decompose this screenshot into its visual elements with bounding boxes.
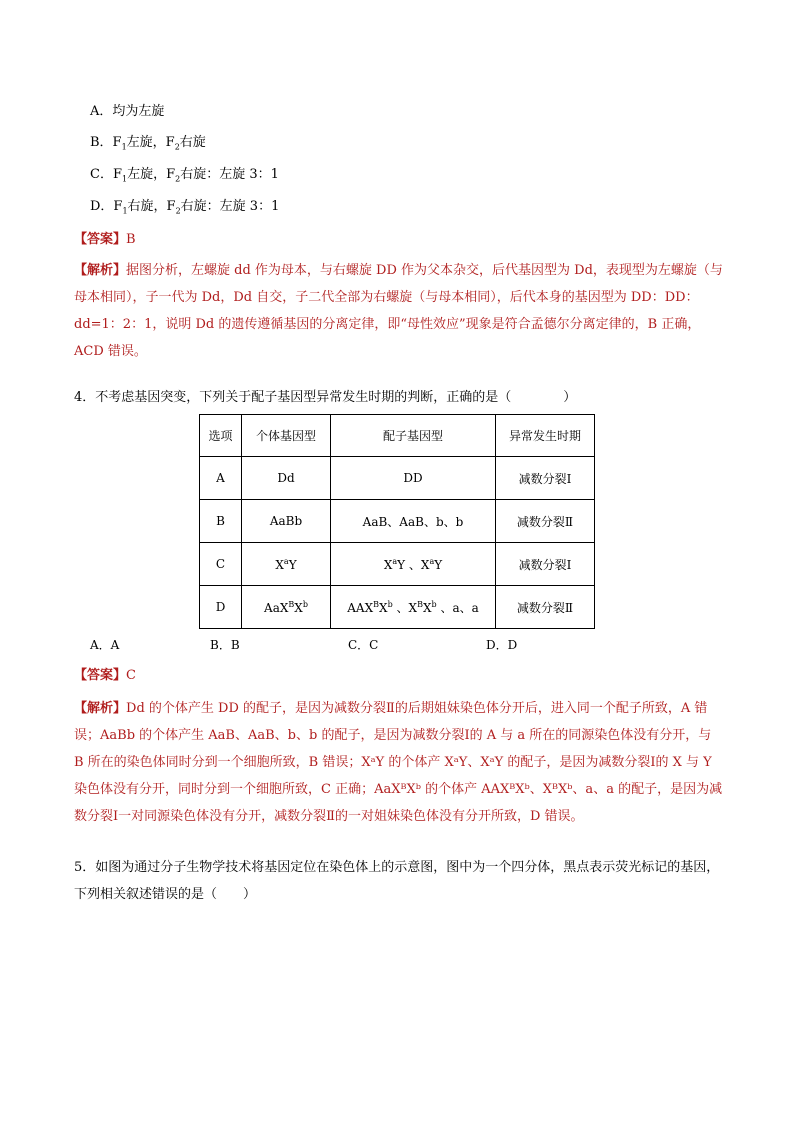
row-option: A <box>200 457 242 500</box>
row-period: 减数分裂Ⅰ <box>496 457 595 500</box>
row-option: D <box>200 586 242 629</box>
q4-choice-b: B．B <box>210 638 240 652</box>
genotype-table <box>199 414 595 629</box>
row-individual: Dd <box>242 457 331 500</box>
header-individual: 个体基因型 <box>242 415 331 457</box>
row-gamete: $AAX^BX^b$ 、$X^BX^b$ 、a、a <box>331 586 496 629</box>
header-option: 选项 <box>200 415 242 457</box>
q3-answer: 【答案】B <box>74 232 136 247</box>
q5-stem: 5．如图为通过分子生物学技术将基因定位在染色体上的示意图，图中为一个四分体，黑点表示荧光标记的基因，下列相关叙述错误的是（ ） <box>74 860 720 902</box>
row-option: B <box>200 500 242 543</box>
table-row <box>200 586 595 629</box>
row-period: 减数分裂Ⅱ <box>496 586 595 629</box>
q4-choice-d: D．D <box>486 638 518 652</box>
table-row <box>200 543 595 586</box>
row-gamete: AaB、AaB、b、b <box>331 500 496 543</box>
header-period: 异常发生时期 <box>496 415 595 457</box>
table-row <box>200 500 595 543</box>
row-individual: $X^aY$ <box>242 543 331 586</box>
table-row <box>200 457 595 500</box>
row-period: 减数分裂Ⅰ <box>496 543 595 586</box>
q3-analysis: 【解析】据图分析，左螺旋 dd 作为母本，与右螺旋 DD 作为父本杂交，后代基因型为 Dd，表现型为左螺旋（与母本相同），子一代为 Dd，Dd 自交，子二代全部为右螺旋（与母本相同），后代本身的基因型为 DD：DD：dd=1：2：1，说明 Dd 的遗传遵循基因的分离定律，即“母性效应”现象是符合孟德尔分离定律的，B 正确，ACD 错误。 <box>74 263 723 359</box>
row-individual: AaBb <box>242 500 331 543</box>
q3-option-c: C．$F_1$左旋，$F_2$右旋：左旋 3：1 <box>90 167 279 184</box>
row-gamete: DD <box>331 457 496 500</box>
row-gamete: $X^aY$ 、$X^aY$ <box>331 543 496 586</box>
q3-option-a: A．均为左旋 <box>90 104 165 119</box>
q4-choice-c: C．C <box>348 638 379 652</box>
row-period: 减数分裂Ⅱ <box>496 500 595 543</box>
table-header-row <box>200 415 595 457</box>
q4-choice-a: A．A <box>90 638 120 652</box>
q3-option-d: D．$F_1$右旋，$F_2$右旋：左旋 3：1 <box>90 199 280 216</box>
row-individual: $AaX^BX^b$ <box>242 586 331 629</box>
header-gamete: 配子基因型 <box>331 415 496 457</box>
row-option: C <box>200 543 242 586</box>
q3-option-b: B．$F_1$左旋，$F_2$右旋 <box>90 135 206 152</box>
q4-analysis: 【解析】Dd 的个体产生 DD 的配子，是因为减数分裂Ⅱ的后期姐妹染色体分开后，进入同一个配子所致，A 错误；AaBb 的个体产生 AaB、AaB、b、b 的配子，是因为减数分裂Ⅰ的 A 与 a 所在的同源染色体没有分开，与 B 所在的染色体同时分到一个细胞所致，B 错误；XᵃY 的个体产 XᵃY、XᵃY 的配子，是因为减数分裂Ⅰ的 X 与 Y 染色体没有分开，同时分到一个细胞所致，C 正确；AaXᴮXᵇ 的个体产 AAXᴮXᵇ、XᴮXᵇ、a、a 的配子，是因为减数分裂Ⅰ一对同源染色体没有分开，减数分裂Ⅱ的一对姐妹染色体没有分开所致，D 错误。 <box>74 701 723 824</box>
q4-stem: 4．不考虑基因突变，下列关于配子基因型异常发生时期的判断，正确的是（ ） <box>74 390 577 405</box>
q4-answer: 【答案】C <box>74 668 136 683</box>
